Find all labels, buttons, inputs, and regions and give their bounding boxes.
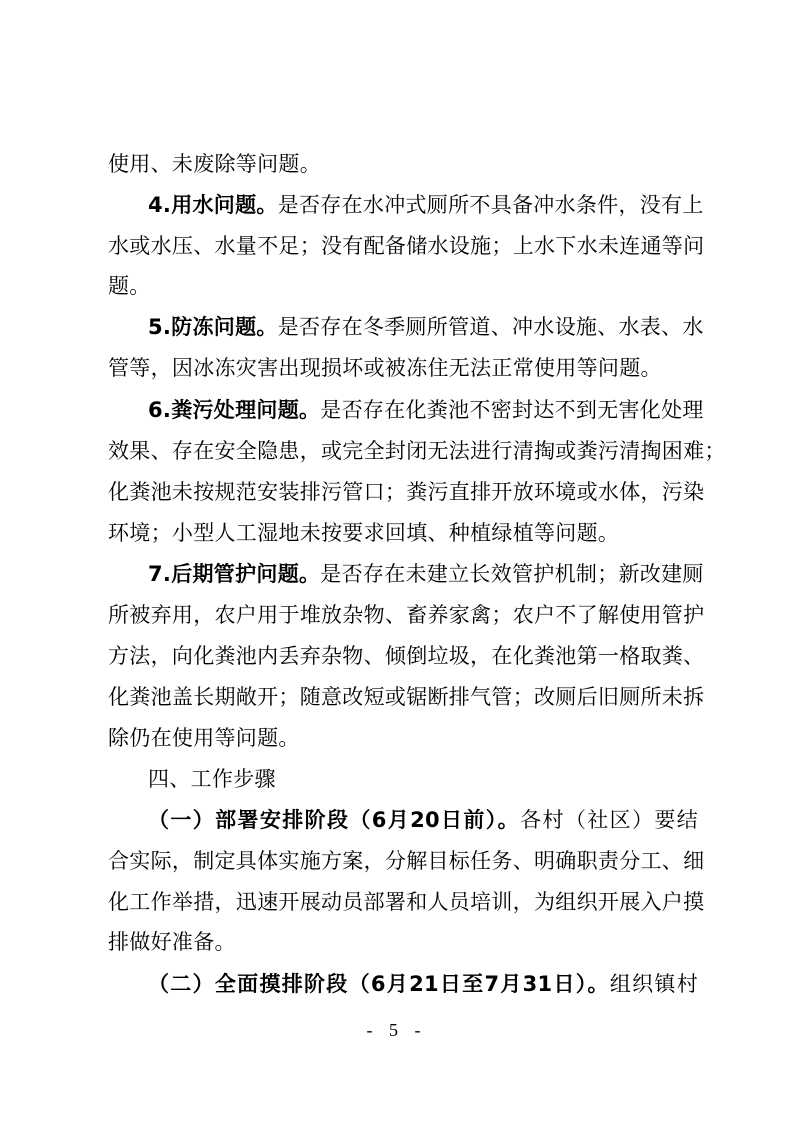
paragraph-line: 管等，因冰冻灾害出现损坏或被冻住无法正常使用等问题。 [108,356,662,380]
paragraph-line [148,560,704,588]
paragraph-line: 合实际，制定具体实施方案，分解目标任务、明确职责分工、细 [108,849,705,873]
paragraph-line [108,150,698,178]
paragraph-text: 是否存在未建立长效管护机制；新改建厕 [320,562,704,586]
paragraph-line [148,313,704,341]
paragraph-line [148,191,704,219]
paragraph-text: 是否存在化粪池不密封达不到无害化处理 [320,398,704,422]
paragraph-line [148,806,698,834]
paragraph-text: 组织镇村 [609,972,698,996]
paragraph-line: 化工作举措，迅速开展动员部署和人员培训，为组织开展入户摸 [108,890,705,914]
item-heading: 5.防冻问题。 [148,315,278,339]
paragraph-line: 环境；小型人工湿地未按要求回填、种植绿植等问题。 [108,521,620,545]
paragraph-text: 是否存在水冲式厕所不具备冲水条件，没有上 [277,193,704,217]
item-heading: 4.用水问题。 [148,193,278,217]
paragraph-line: 除仍在使用等问题。 [108,726,300,750]
paragraph-line: 排做好准备。 [108,930,236,954]
item-heading: 6.粪污处理问题。 [148,398,321,422]
item-heading: 7.后期管护问题。 [148,562,321,586]
step-heading: （一）部署安排阶段（6月20日前）。 [148,808,521,832]
section-heading: 四、工作步骤 [148,767,276,791]
page-number: - 5 - [366,1020,427,1040]
paragraph-line: 化粪池未按规范安装排污管口；粪污直排开放环境或水体，污染 [108,480,705,504]
paragraph-text: 使用、未废除等问题。 [108,152,321,176]
paragraph-text: 各村（社区）要结 [520,808,699,832]
step-heading: （二）全面摸排阶段（6月21日至7月31日）。 [148,972,610,996]
paragraph-line: 效果、存在安全隐患，或完全封闭无法进行清掏或粪污清掏困难； [108,439,726,463]
paragraph-line [148,970,698,998]
paragraph-line: 题。 [108,274,151,298]
paragraph-line: 化粪池盖长期敞开；随意改短或锯断排气管；改厕后旧厕所未拆 [108,685,705,709]
paragraph-line: 水或水压、水量不足；没有配备储水设施；上水下水未连通等问 [108,234,705,258]
paragraph-line: 所被弃用，农户用于堆放杂物、畜养家禽；农户不了解使用管护 [108,603,705,627]
paragraph-text: 是否存在冬季厕所管道、冲水设施、水表、水 [277,315,704,339]
paragraph-line: 方法，向化粪池内丢弃杂物、倾倒垃圾，在化粪池第一格取粪、 [108,644,705,668]
paragraph-line [148,396,704,424]
